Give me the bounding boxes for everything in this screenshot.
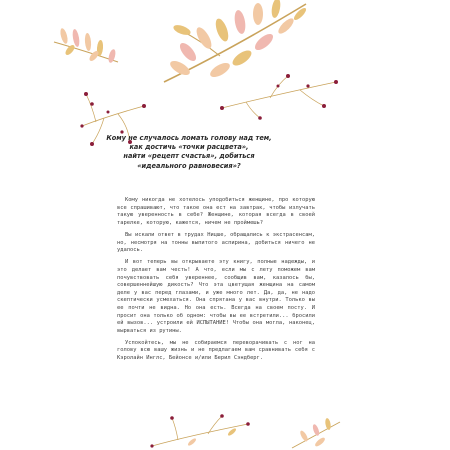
intro-question — [106, 134, 272, 171]
body-text — [117, 197, 315, 367]
paragraph: Вы искали ответ в трудах Ницше, обращались к экстрасенсам, но, несмотря на тонны выпитого аспирина, добиться ничего не удалось. — [117, 231, 315, 254]
berry-sprig-right-decoration — [220, 72, 340, 124]
leaf-sprig-top-left-decoration — [52, 22, 122, 66]
intro-line: найти «рецепт счастья», добиться — [123, 152, 255, 161]
paragraph: Кому никогда не хотелось уподобиться женщине, про которую все спрашивают, что такое она ест на завтрак, чтобы излучать такую уверенность в себе? Женщине, которая всегда в своей тарелке, которую, кажется, ничем не проймешь? — [117, 197, 315, 226]
paragraph: Успокойтесь, мы не собираемся переворачивать с ног на голову всю вашу жизнь и не предлагаем вам сравнивать себя с Кэролайн Инглс, Бейонсе и/или Берил Сэндберг. — [117, 339, 315, 362]
intro-line: «идеального равновесия»? — [137, 161, 241, 170]
leaf-sprig-bottom-decoration — [148, 412, 258, 450]
leaf-sprig-bottom-right-decoration — [290, 418, 344, 450]
paragraph: И вот теперь вы открываете эту книгу, полные надежды, и это делает вам честь! А что, если мы с лету поможем вам почувствовать себя увереннее, сообщив вам, казалось бы, совершеннейшую дикость? Что эта цветущая женщина на самом деле у вас перед глазами, и уже много лет. Да, да, не надо скептически усмехаться. Она спрятана у вас внутри. Только вы ее почти не видна. Но она есть. Всегда на своем посту. И просит она только об одном: чтобы вы ее встретили... бросили ей вызов... устроили ей ИСПЫТАНИЕ! Чтобы она могла, наконец, вырваться из рутины. — [117, 259, 315, 334]
intro-line: Кому не случалось ломать голову над тем, — [106, 134, 272, 142]
intro-line: как достичь «точки расцвета», — [129, 143, 249, 152]
